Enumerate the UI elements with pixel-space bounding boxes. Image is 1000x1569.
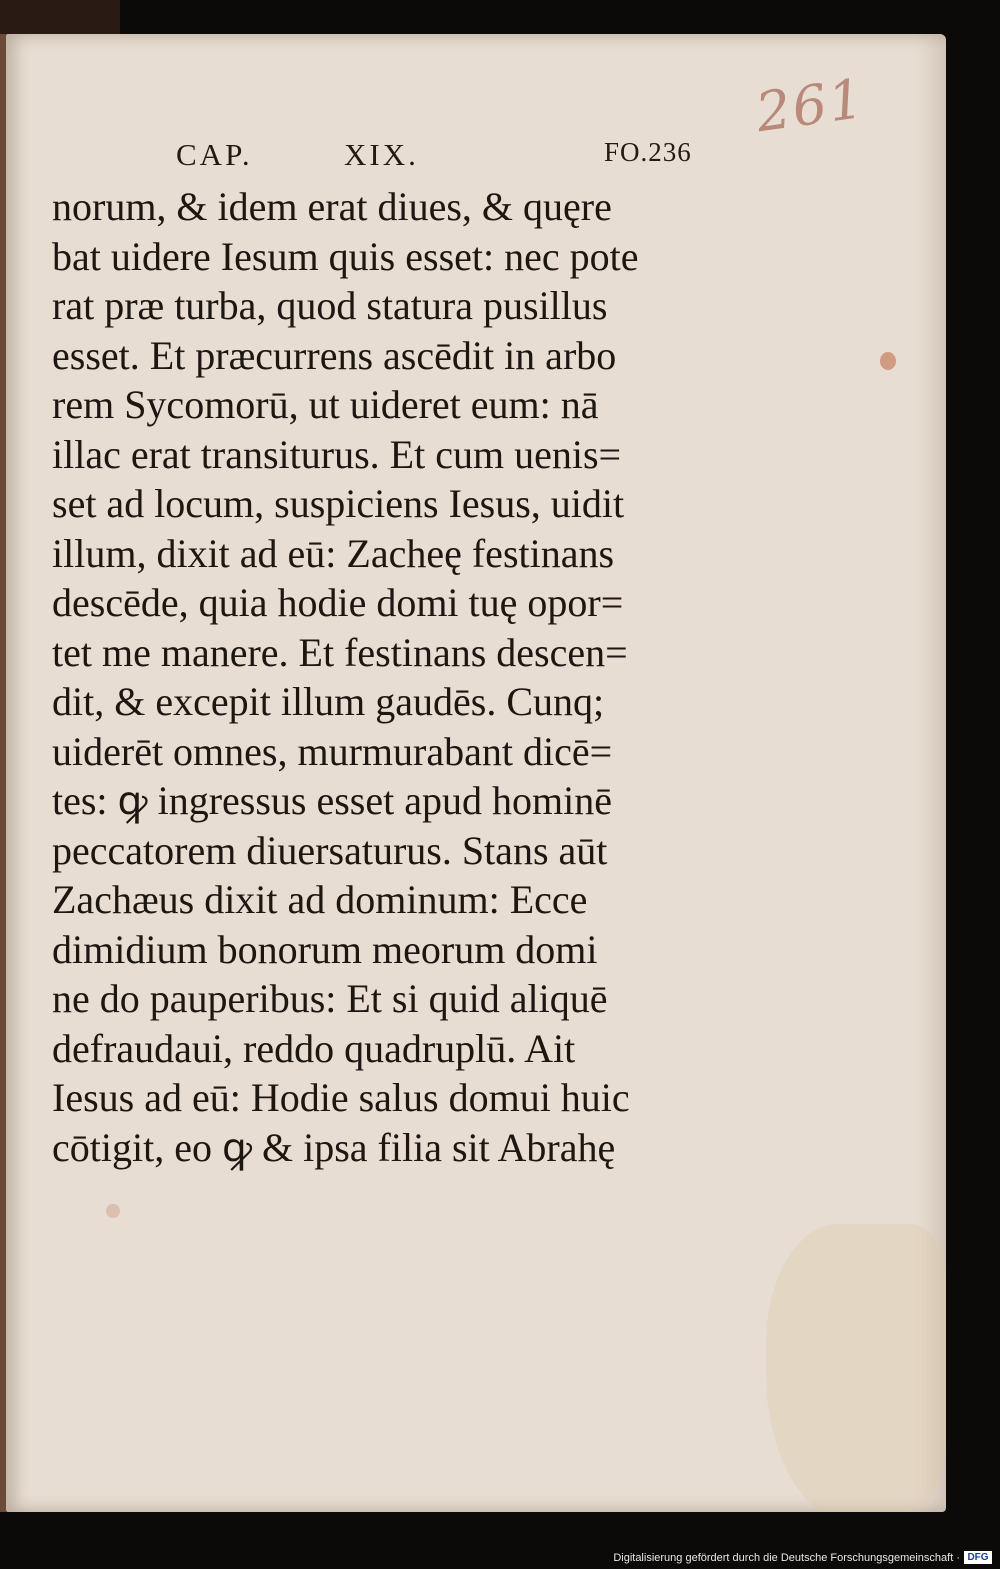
text-line: cōtigit, eo ꝙ & ipsa filia sit Abrahę [52, 1124, 616, 1170]
dfg-logo: DFG [964, 1551, 992, 1564]
text-line: illum, dixit ad eū: Zacheę festinans [52, 530, 615, 576]
running-header [176, 137, 706, 173]
paper-discoloration [766, 1224, 946, 1524]
text-line: set ad locum, suspiciens Iesus, uidit [52, 481, 625, 526]
chapter-number: XIX. [344, 137, 419, 172]
text-line: rat præ turba, quod statura pusillus [52, 283, 608, 328]
text-line: rem Sycomorū, ut uideret eum: nā [52, 382, 599, 427]
text-line: dit, & excepit illum gaudēs. Cunq; [52, 679, 605, 724]
text-line: bat uidere Iesum quis esset: nec pote [52, 233, 639, 279]
text-line: uiderēt omnes, murmurabant dicē= [52, 728, 613, 774]
text-line: Iesus ad eū: Hodie salus domui huic [52, 1075, 630, 1120]
text-line: norum, & idem erat diues, & quęre [52, 184, 612, 229]
paper-stain [880, 352, 896, 370]
digitization-credit: Digitalisierung gefördert durch die Deutsche Forschungsgemeinschaft · [613, 1552, 960, 1564]
paper-stain [106, 1204, 120, 1218]
book-cover-corner [0, 0, 120, 34]
text-line: illac erat transiturus. Et cum uenis= [52, 431, 622, 477]
text-line: esset. Et præcurrens ascēdit in arbo [52, 332, 617, 378]
text-line: dimidium bonorum meorum domi [52, 926, 598, 972]
folio-number: FO.236 [604, 137, 692, 167]
chapter-label: CAP. [176, 137, 253, 172]
text-line: defraudaui, reddo quadruplū. Ait [52, 1025, 576, 1071]
text-line: tes: ꝙ ingressus esset apud hominē [52, 778, 612, 823]
text-line: tet me manere. Et festinans descen= [52, 629, 628, 675]
text-line: Zachæus dixit ad dominum: Ecce [52, 877, 588, 922]
text-line: ne do pauperibus: Et si quid aliquē [52, 976, 608, 1021]
text-line: peccatorem diuersaturus. Stans aūt [52, 827, 608, 873]
body-text [52, 182, 702, 1172]
handwritten-folio-note: 261 [752, 66, 869, 145]
text-line: descēde, quia hodie domi tuę opor= [52, 580, 624, 625]
